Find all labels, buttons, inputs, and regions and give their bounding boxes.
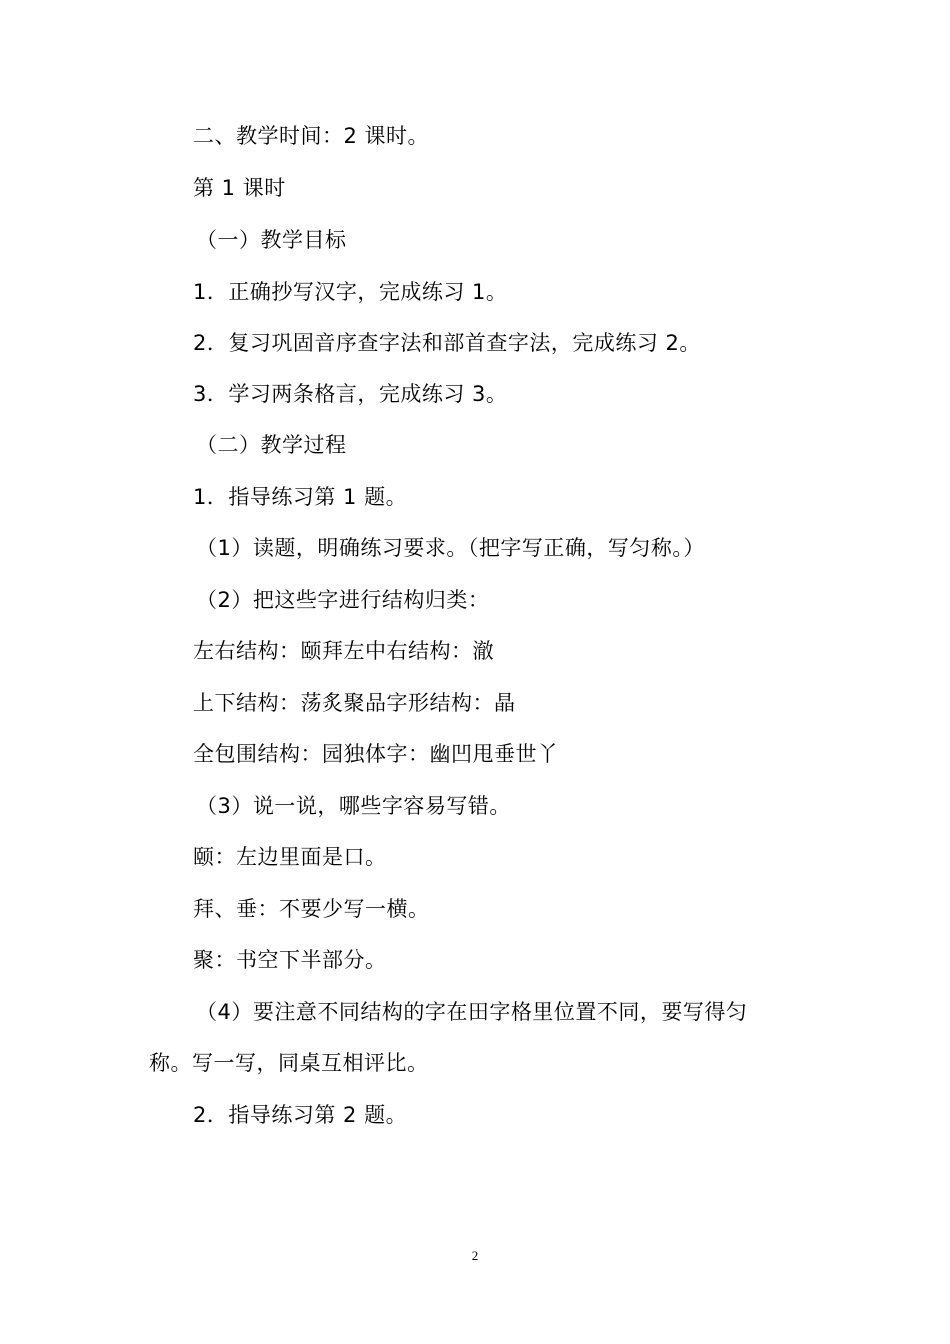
process-substep-2: （2）把这些字进行结构归类：	[196, 588, 490, 612]
structure-top-bottom: 上下结构：荡炙聚品字形结构：晶	[193, 691, 516, 715]
page-number: 2	[471, 1248, 479, 1263]
process-substep-1: （1）读题，明确练习要求。（把字写正确，写匀称。）	[196, 536, 705, 560]
process-substep-3: （3）说一说，哪些字容易写错。	[196, 794, 511, 818]
lesson-heading: 第 1 课时	[193, 176, 286, 200]
subsection-objectives-heading: （一）教学目标	[196, 228, 347, 252]
objective-item-2: 2．复习巩固音序查字法和部首查字法，完成练习 2。	[193, 331, 701, 355]
objective-item-3: 3．学习两条格言，完成练习 3。	[193, 382, 508, 406]
structure-left-right: 左右结构：颐拜左中右结构：澈	[193, 639, 494, 663]
process-step-1: 1．指导练习第 1 题。	[193, 485, 408, 509]
objective-item-1: 1．正确抄写汉字，完成练习 1。	[193, 280, 508, 304]
subsection-process-heading: （二）教学过程	[196, 433, 347, 457]
section-teaching-time: 二、教学时间：2 课时。	[193, 124, 430, 148]
error-note-bai-chui: 拜、垂：不要少写一横。	[193, 897, 430, 921]
error-note-yi: 颐：左边里面是口。	[193, 845, 387, 869]
process-substep-4-continued: 称。写一写，同桌互相评比。	[149, 1051, 429, 1075]
process-step-2: 2．指导练习第 2 题。	[193, 1103, 408, 1127]
error-note-ju: 聚：书空下半部分。	[193, 948, 387, 972]
process-substep-4: （4）要注意不同结构的字在田字格里位置不同，要写得匀	[196, 1000, 748, 1024]
structure-enclosed: 全包围结构：园独体字：幽凹甩垂世丫	[193, 742, 559, 766]
